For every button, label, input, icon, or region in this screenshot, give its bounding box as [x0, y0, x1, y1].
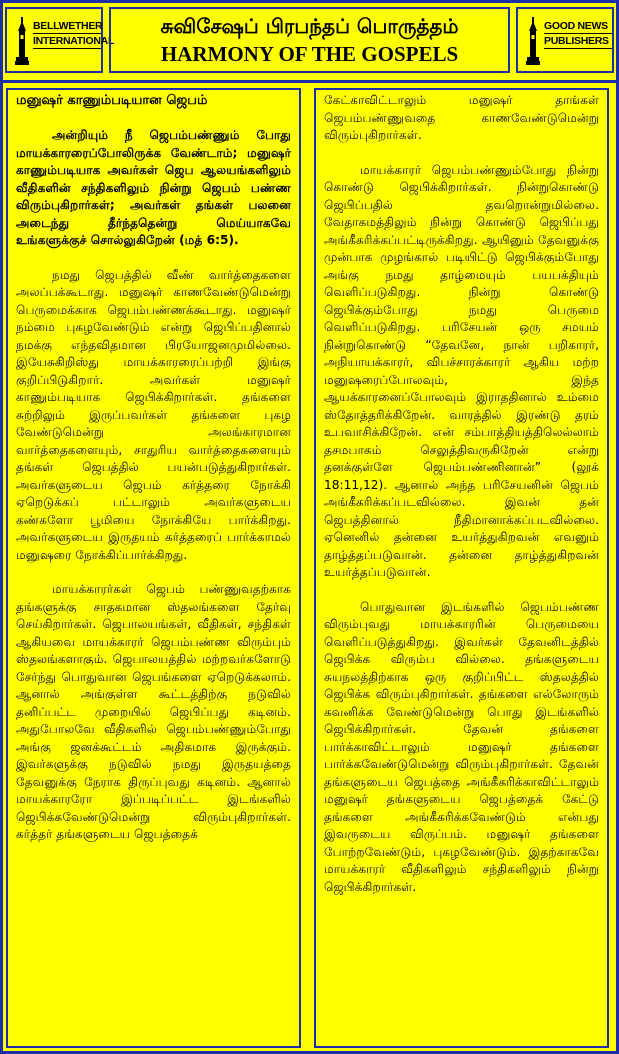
scripture-quote: அன்றியும் நீ ஜெபம்பண்ணும் போது மாயக்காரரைப்போலிருக்க வேண்டாம்; மனுஷர் காணும்படியாக அவர்கள் ஜெப ஆலயங்களிலும் வீதிகளின் சந்திகளிலும் நின்று ஜெபம் பண்ண விரும்புகிறார்கள்; அவர்கள் தங்கள் பலனை அடைந்து தீர்ந்ததென்று மெய்யாகவே உங்களுக்குச் சொல்லுகிறேன் (மத் 6:5). — [16, 128, 291, 247]
tower-icon — [526, 17, 540, 65]
logo-line-2: PUBLISHERS — [544, 34, 612, 49]
paragraph-continued: கேட்காவிட்டாலும் மனுஷர் தாங்கள் ஜெபம்பண்ணுவதை காணவேண்டுமென்று விரும்புகிறார்கள். — [324, 93, 599, 142]
tower-icon — [15, 17, 29, 65]
paragraph: பொதுவான இடங்களில் ஜெபம்பண்ண விரும்புவது மாயக்காரரின் பெருமையை வெளிப்படுத்துகிறது. இவர்கள் தேவனிடத்தில் ஜெபிக்க விரும்ப வில்லை. தங்களுடைய சுயநலத்திற்காக ஒரு குறிப்பிட்ட ஸ்தலத்தில் ஜெபிக்க விரும்புகிறார்கள். தங்களை எல்லோரும் கவனிக்க வேண்டுமென்று பொது இடங்களில் ஜெபிக்கிறார்கள். தேவன் தங்களை பார்க்காவிட்டாலும் மனுஷர் தங்களை பார்க்கவேண்டுமென்று விரும்புகிறார்கள். தேவன் தங்களுடைய ஜெபத்தை அங்கீகரிக்காவிட்டாலும் மனுஷர் தங்களுடைய ஜெபத்தைக் கேட்டு தங்களை அங்கீகரிக்கவேண்டும் என்பது இவருடைய விருப்பம். மனுஷர் தங்களை போற்றவேண்டும், புகழவேண்டும். இதற்காகவே மாயக்காரர் வீதிகளிலும் சந்திகளிலும் நின்று ஜெபிக்கிறார்கள். — [324, 599, 599, 894]
title-box — [109, 7, 510, 73]
good-news-logo — [516, 7, 614, 73]
section-heading: மனுஷர் காணும்படியான ஜெபம் — [16, 93, 208, 108]
header-divider — [3, 80, 616, 83]
left-column — [6, 88, 301, 1048]
paragraph: மாயக்காரர்கள் ஜெபம் பண்ணுவதற்காக தங்களுக்கு சாதகமான ஸ்தலங்களை தேர்வு செய்கிறார்கள். ஜெபாலயங்கள், வீதிகள், சந்திகள் ஆகியவை மாயக்காரர் ஜெபம்பண்ண விரும்பும் ஸ்தலங்களாகும். ஜெபாலயத்தில் மற்றவர்களோடு சேர்ந்து பொதுவான ஜெபங்களை ஏறெடுக்கலாம். ஆனால் அங்குள்ள கூட்டத்திற்கு நடுவில் தனிப்பட்ட முறையில் ஜெபிப்பது கடினம். அதுபோலவே வீதிகளில் ஜெபம்பண்ணும்போது அங்கு ஜனக்கூட்டம் அதிகமாக இருக்கும். இவர்களுக்கு நடுவில் நமது இருதயத்தை தேவனுக்கு நேராக திருப்புவது கடினம். ஆனால் மாயக்காரரோ இப்படிப்பட்ட இடங்களில் ஜெபிக்கவேண்டுமென்று விரும்புகிறார்கள். கர்த்தர் தங்களுடைய ஜெபத்தைக் — [16, 582, 291, 841]
logo-line-2: INTERNATIONAL — [33, 35, 115, 47]
header — [3, 3, 616, 77]
right-column — [314, 88, 609, 1048]
bellwether-logo — [5, 7, 115, 73]
paragraph: நமது ஜெபத்தில் வீண் வார்த்தைகளை அலப்பக்கூடாது. மனுஷர் காணவேண்டுமென்று பெருமைக்காக ஜெபம்பண்ணக்கூடாது. மனுஷர் நம்மை புகழவேண்டும் என்று ஜெபிப்பதினால் நமக்கு எந்தவிதமான பிரயோஜனமுமில்லை. இயேசுகிறிஸ்து மாயக்காரரைப்பற்றி இங்கு குறிப்பிடுகிறார். அவர்கள் மனுஷர் காணும்படியாக ஜெபிக்கிறார்கள். தங்களை சுற்றிலும் இருப்பவர்கள் தங்களை புகழ வேண்டுமென்று அலங்காரமான வார்த்தைகளையும், சாதுரிய வார்த்தைகளையும் தங்கள் ஜெபத்தில் பயன்படுத்துகிறார்கள். அவர்களுடைய ஜெபம் கர்த்தரை நோக்கி ஏறெடுக்கப் பட்டாலும் அவர்களுடைய கண்களோ பூமியை நோக்கியே பார்க்கிறது. அவர்களுடைய இருதயம் கர்த்தரைப் பார்க்காமல் மனுஷரை நோக்கிப்பார்க்கிறது. — [16, 267, 291, 562]
title-tamil: சுவிசேஷப் பிரபந்தப் பொருத்தம் — [160, 14, 459, 38]
logo-line-1: GOOD NEWS — [544, 19, 612, 34]
paragraph: மாயக்காரர் ஜெபம்பண்ணும்போது நின்று கொண்டு ஜெபிக்கிறார்கள். நின்றுகொண்டு ஜெபிப்பதில் தவறொன்றுமில்லை. வேதாகமத்திலும் நின்று கொண்டு ஜெபிப்பது அங்கீகரிக்கப்பட்டிருக்கிறது. ஆயினும் தேவனுக்கு முன்பாக முழங்கால் படியிட்டு ஜெபிக்கும்போது அங்கு நமது தாழ்மையும் பயபக்தியும் வெளிப்படுகிறது. நின்று கொண்டு ஜெபிக்கும்போது நமது பெருமை வெளிப்படுகிறது. பரிசேயன் ஒரு சமயம் நின்றுகொண்டு “தேவனே, நான் பறிகாரர், அநியாயக்காரர், விபச்சாரக்காரர் ஆகிய மற்ற மனுஷரைப்போலவும், இந்த ஆயக்காரனைப்போலவும் இராததினால் உம்மை ஸ்தோத்தரிக்கிறேன். வாரத்தில் இரண்டு தரம் உபவாசிக்கிறேன். என் சம்பாத்தியத்திலெல்லாம் தசமபாகம் செலுத்திவருகிறேன் என்று தனக்குள்ளே ஜெபம்பண்ணினான்” (லூக் 18:11,12). ஆனால் அந்த பரிசேயனின் ஜெபம் அங்கீகரிக்கப்படவில்லை. இவன் தன் ஜெபத்தினால் நீதிமானாக்கப்படவில்லை. ஏனெனில் தன்னை உயர்த்துகிறவன் எவனும் தாழ்த்தப்படுவான். தன்னை தாழ்த்துகிறவன் உயர்த்தப்படுவான். — [324, 162, 599, 579]
logo-line-1: BELLWETHER — [33, 20, 103, 32]
title-english: HARMONY OF THE GOSPELS — [160, 42, 459, 66]
